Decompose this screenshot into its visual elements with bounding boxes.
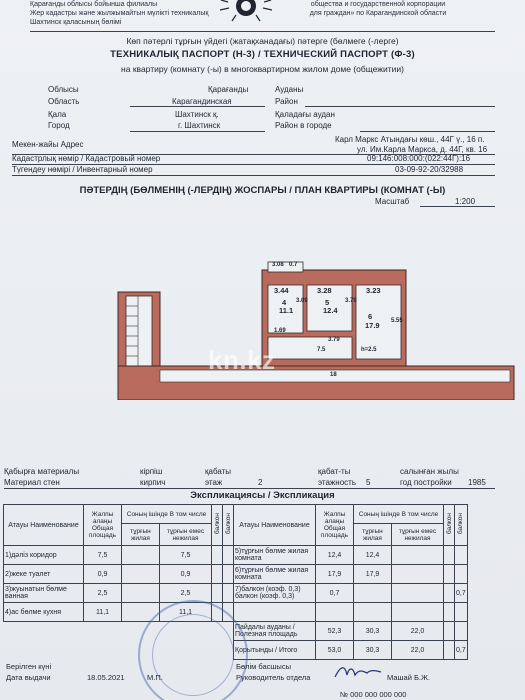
watermark: kn.kz xyxy=(208,345,276,375)
city-value: г. Шахтинск xyxy=(178,121,221,130)
rule xyxy=(4,488,495,489)
rule xyxy=(12,175,495,176)
emblem-icon xyxy=(216,0,276,24)
plan-label: 3.09 xyxy=(296,298,308,304)
plan-label: 3.08 xyxy=(272,262,284,268)
header-cell: балкон xyxy=(455,505,468,546)
header-cell: тұрғын емес нежилая xyxy=(160,524,212,546)
org-left-line-2: Жер кадастры және жылжымайтын мүлікті техникалық xyxy=(30,10,209,17)
wall-material-kz-value: кірпіш xyxy=(140,467,163,476)
plan-label: 18 xyxy=(330,372,337,378)
plan-label: 5.55 xyxy=(391,318,403,324)
signature xyxy=(333,663,383,681)
title-kz: Көп пәтерлі тұрғын үйдегі (жатақханадағы) пәтерге (бөлмеге (-лерге) xyxy=(126,36,399,46)
plan-label: 5 xyxy=(325,298,330,307)
header-cell: тұрғын жилая xyxy=(354,524,392,546)
header-cell: Атауы Наименование xyxy=(234,505,316,546)
table-row: 4)ас бөлме кухня 11,1 11,1 xyxy=(4,603,468,622)
plan-label: 3.79 xyxy=(345,298,357,304)
head-name: Машай Б.Ж. xyxy=(387,673,430,682)
org-header-right xyxy=(278,0,478,18)
inventory-value: 03-09-92-20/32988 xyxy=(395,165,464,174)
cadastral-value: 09:146:008:000:(022:44Г):16 xyxy=(367,154,471,163)
plan-label: 4 xyxy=(282,298,287,307)
header-rule xyxy=(30,31,495,32)
address-kz-value: Карл Маркс Атындағы көш., 44Г ү., 16 п. xyxy=(335,135,485,144)
plan-label: 6 xyxy=(368,312,373,321)
floor-ru-label: этаж xyxy=(205,478,223,487)
bottom-fragment: № 000 000 000 000 xyxy=(340,690,407,699)
audan-label: Ауданы xyxy=(275,85,304,94)
plan-label: 3.28 xyxy=(317,286,332,295)
oblys-value: Қарағанды xyxy=(208,85,249,94)
floor-kz-label: қабаты xyxy=(205,467,232,476)
rule xyxy=(305,106,495,107)
plan-label: 12.4 xyxy=(323,306,338,315)
table-row: 3)жуынатын бөлме ванная 2,5 2,5 7)балкон (коэф. 0,3) балкон (коэф. 0,3) 0,7 0,7 xyxy=(4,584,468,603)
region-label: Область xyxy=(48,97,80,106)
kala-label: Қала xyxy=(48,110,67,119)
header-cell: тұрғын жилая xyxy=(122,524,160,546)
org-left-line-3: Шахтинск қаласының бөлімі xyxy=(30,19,122,26)
plan-title: ПӘТЕРДІҢ (БӨЛМЕНІҢ (-ЛЕРДІҢ) ЖОСПАРЫ / ПЛАН КВАРТИРЫ (КОМНАТ (-Ы) xyxy=(79,185,446,196)
region-value: Карагандинская xyxy=(172,97,232,106)
table-row: Қорытынды / Итого 53,0 30,3 22,0 0,7 xyxy=(4,641,468,660)
table-row: Пайдалы ауданы / Полезная площадь 52,3 30,3 22,0 xyxy=(4,622,468,641)
plan-label: 11.1 xyxy=(279,306,294,315)
official-stamp-inner xyxy=(152,614,234,696)
rule xyxy=(130,131,265,132)
title-main: ТЕХНИКАЛЫҚ ПАСПОРТ (Н-3) / ТЕХНИЧЕСКИЙ ПАСПОРТ (Ф-3) xyxy=(110,49,415,60)
raion-label: Район xyxy=(275,97,298,106)
rule xyxy=(130,106,265,107)
issued-date: 18.05.2021 xyxy=(87,673,125,682)
plan-label: 3.23 xyxy=(366,286,381,295)
issued-ru-label: Дата выдачи xyxy=(6,673,51,682)
year-value: 1985 xyxy=(468,478,486,487)
header-cell: балкон xyxy=(223,505,234,546)
plan-label: 7.5 xyxy=(317,347,326,353)
wall-material-ru-label: Материал стен xyxy=(4,478,60,487)
org-right-line-2: для граждан» по Карагандинской области xyxy=(309,10,447,17)
address-label: Мекен-жайы Адрес xyxy=(12,140,84,149)
plan-label: 3.44 xyxy=(274,286,289,295)
cadastral-label: Кадастрлық нөмір / Кадастровый номер xyxy=(12,154,161,163)
kala-audan-label: Қаладағы аудан xyxy=(275,110,335,119)
header-cell: Атауы Наименование xyxy=(4,505,84,546)
head-ru-label: Руководитель отдела xyxy=(236,673,311,682)
header-cell: Жалпы алаңы Общая площадь xyxy=(316,505,354,546)
floors-total-ru-label: этажность xyxy=(318,478,356,487)
table-row: 1)дәліз коридор 7,5 7,5 5)тұрғын бөлме жилая комната 12,4 12,4 xyxy=(4,546,468,565)
plan-label: 17.9 xyxy=(365,321,380,330)
header-cell: Соның ішінде В том числе xyxy=(354,505,444,524)
header-cell: Жалпы алаңы Общая площадь xyxy=(84,505,122,546)
wall-material-kz-label: Қабырға материалы xyxy=(4,467,80,476)
plan-label: 3.79 xyxy=(328,337,340,343)
header-cell: балкон xyxy=(444,505,455,546)
inventory-label: Түгендеу нөмірі / Инвентарный номер xyxy=(12,165,153,174)
table-row: 2)жеке туалет 0,9 0,9 6)тұрғын бөлме жилая комната 17,9 17,9 xyxy=(4,565,468,584)
address-ru-value: ул. Им.Карла Маркса, д. 44Г, кв. 16 xyxy=(357,145,488,154)
explication-title: Экспликациясы / Экспликация xyxy=(190,490,335,501)
floors-total-value: 5 xyxy=(366,478,371,487)
org-left-line-1: Қарағанды облысы бойынша филиалы xyxy=(30,1,158,8)
org-header-left xyxy=(30,0,220,27)
floors-total-kz-label: қабат-ты xyxy=(318,467,351,476)
city-label: Город xyxy=(48,121,70,130)
header-cell: Соның ішінде В том числе xyxy=(122,505,212,524)
header-cell: балкон xyxy=(212,505,223,546)
plan-label: 0.7 xyxy=(289,262,298,268)
plan-label: h=2.5 xyxy=(361,347,377,353)
floor-value: 2 xyxy=(258,478,263,487)
year-kz-label: салынған жылы xyxy=(400,467,459,476)
kala-value: Шахтинск қ. xyxy=(175,110,219,119)
issued-kz-label: Берілген күні xyxy=(6,662,52,671)
stamp-place-label: М.П. xyxy=(147,673,163,682)
header-cell: тұрғын емес нежилая xyxy=(392,524,444,546)
org-right-line-1: общества и государственной корпорации xyxy=(310,1,446,8)
scale-label: Масштаб xyxy=(375,197,410,206)
wall-material-ru-value: кирпич xyxy=(140,478,166,487)
scale-value: 1:200 xyxy=(455,197,476,206)
title-ru: на квартиру (комнату (-ы) в многоквартирном жилом доме (общежитии) xyxy=(121,64,404,74)
rule xyxy=(360,131,495,132)
oblys-label: Облысы xyxy=(48,85,79,94)
head-kz-label: Бөлім басшысы xyxy=(236,662,291,671)
raion-gorode-label: Район в городе xyxy=(275,121,332,130)
plan-label: 1.69 xyxy=(274,328,286,334)
year-ru-label: год постройки xyxy=(400,478,452,487)
